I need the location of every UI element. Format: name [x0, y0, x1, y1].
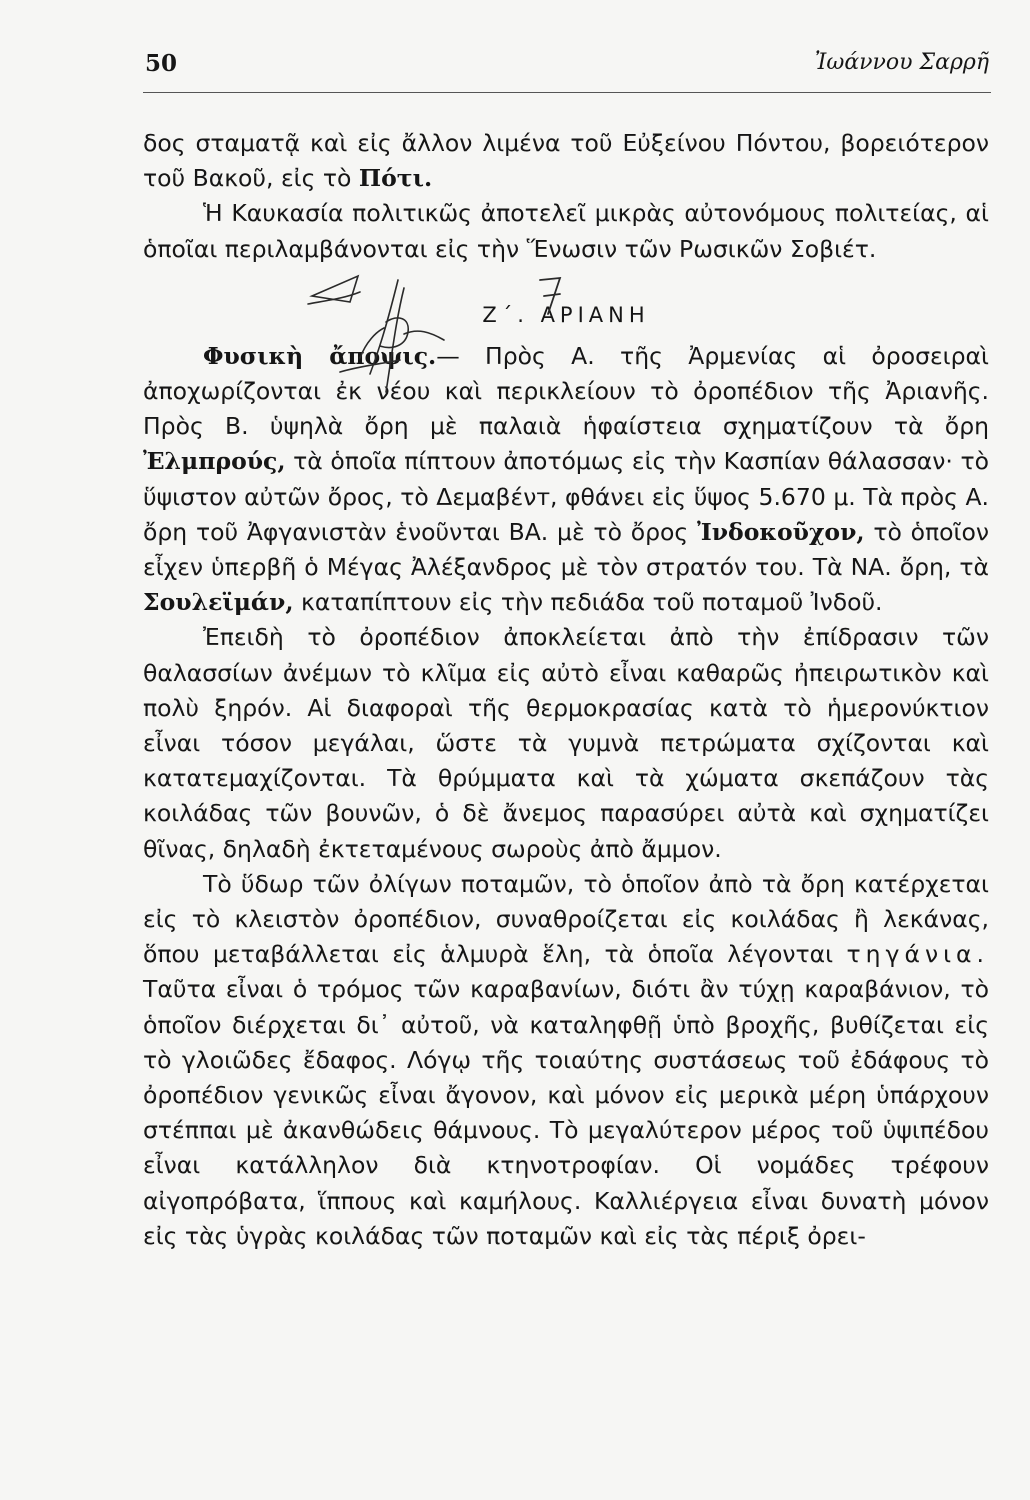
- page-number: 50: [145, 50, 178, 77]
- continuation-paragraph: [143, 126, 989, 196]
- section-heading: Ζ΄. ΑΡΙΑΝΗ: [482, 302, 650, 327]
- handwritten-signature-icon: [300, 262, 480, 402]
- physical-text-1: — Πρὸς Α. τῆς Ἀρμενίας αἱ ὀροσειραὶ ἀποχωρίζονται ἐκ νέου καὶ περικλείουν τὸ ὀροπέδιον τῆς Ἀριανῆς. Πρὸς Β. ὑψηλὰ ὄρη μὲ παλαιὰ ἡφαίστεια σχηματίζουν τὰ ὄρη: [143, 341, 989, 441]
- physical-lead: Φυσικὴ ἄποψις.: [203, 341, 437, 370]
- physical-text-2: τὰ ὁποῖα πίπτουν ἀποτόμως εἰς τὴν Κασπίαν θάλασσαν· τὸ ὕψιστον αὐτῶν ὄρος, τὸ Δεμαβένт, φθάνει εἰς ὕψος 5.670 μ. Τὰ πρὸς Α. ὄρη τοῦ Ἀφγανιστὰν ἑνοῦνται ΒΑ. μὲ τὸ ὄρος: [143, 447, 989, 546]
- term-hindu-kush: Ἰνδοκοῦχον,: [696, 517, 865, 546]
- body-text: [143, 126, 989, 1254]
- water-text-1: Τὸ ὕδωρ τῶν ὀλίγων ποταμῶν, τὸ ὁποῖον ἀπὸ τὰ ὄρη κατέρχεται εἰς τὸ κλειστὸν ὀροπέδιον, συναθροίζεται εἰς κοιλάδας ἢ λεκάνας, ὅπου μεταβάλλεται εἰς ἁλμυρὰ ἕλη, τὰ ὁποῖα λέγονται: [143, 869, 989, 969]
- physical-paragraph: [143, 339, 989, 621]
- term-tigania: τηγάνια.: [846, 940, 989, 969]
- climate-paragraph: Ἐπειδὴ τὸ ὀροπέδιον ἀποκλείεται ἀπὸ τὴν ἐπίδρασιν τῶν θαλασσίων ἀνέμων τὸ κλῖμα εἰς αὐτὸ εἶναι καθαρῶς ἠπειρωτικὸν καὶ πολὺ ξηρόν. Αἱ διαφοραὶ τῆς θερμοκρασίας κατὰ τὸ ἡμερονύκτιον εἶναι τόσον μεγάλαι, ὥστε τὰ γυμνὰ πετρώματα σχίζονται καὶ κατατεμαχίζονται. Τὰ θρύμματα καὶ τὰ χώματα σκεπάζουν τὰς κοιλάδας τῶν βουνῶν, ὁ δὲ ἄνεμος παρασύρει αὐτὰ καὶ σχηματίζει θῖνας, δηλαδὴ ἐκτεταμένους σωροὺς ἀπὸ ἄμμον.: [143, 623, 989, 863]
- term-elburz: Ἐλμπρούς,: [143, 447, 286, 476]
- page-header: [143, 40, 991, 93]
- physical-text-3: τὸ ὁποῖον εἶχεν ὑπερβῆ ὁ Μέγας Ἀλέξανδρος μὲ τὸν στρατόν του. Τὰ ΝΑ. ὄρη, τὰ: [143, 517, 989, 582]
- continuation-text: δος σταματᾷ καὶ εἰς ἄλλον λιμένα τοῦ Εὐξείνου Πόντου, βορειότερον τοῦ Βακοῦ, εἰς τὸ: [143, 129, 989, 193]
- caucasus-paragraph: Ἡ Καυκασία πολιτικῶς ἀποτελεῖ μικρὰς αὐτονόμους πολιτείας, αἱ ὁποῖαι περιλαμβάνονται εἰς τὴν Ἕνωσιν τῶν Ρωσικῶν Σοβιέτ.: [143, 199, 989, 263]
- term-suleiman: Σουλεϊμάν,: [143, 588, 294, 617]
- running-title: Ἰωάννου Σαρρῆ: [814, 50, 989, 75]
- handwritten-seven-icon: [536, 274, 566, 316]
- physical-text-4: καταπίπτουν εἰς τὴν πεδιάδα τοῦ ποταμοῦ Ἰνδοῦ.: [293, 588, 883, 617]
- water-text-2: Ταῦτα εἶναι ὁ τρόμος τῶν καραβανίων, διότι ἂν τύχῃ καραβάνιον, τὸ ὁποῖον διέρχεται δι᾽ αὐτοῦ, νὰ καταληφθῇ ὑπὸ βροχῆς, βυθίζεται εἰς τὸ γλοιῶδες ἔδαφος. Λόγῳ τῆς τοιαύτης συστάσεως τοῦ ἐδάφους τὸ ὀροπέδιον γενικῶς εἶναι ἄγονον, καὶ μόνον εἰς μερικὰ μέρη ὑπάρχουν στέππαι μὲ ἀκανθώδεις θάμνους. Τὸ μεγαλύτερον μέρος τοῦ ὑψιπέδου εἶναι κατάλληλον διὰ κτηνοτροφίαν. Οἱ νομάδες τρέφουν αἰγοπρόβατα, ἵππους καὶ καμήλους. Καλλιέργεια εἶναι δυνατὴ μόνον εἰς τὰς ὑγρὰς κοιλάδας τῶν ποταμῶν καὶ εἰς τὰς πέριξ ὀρει-: [143, 975, 989, 1250]
- place-poti: Πότι.: [358, 164, 433, 193]
- water-paragraph: [143, 867, 989, 1254]
